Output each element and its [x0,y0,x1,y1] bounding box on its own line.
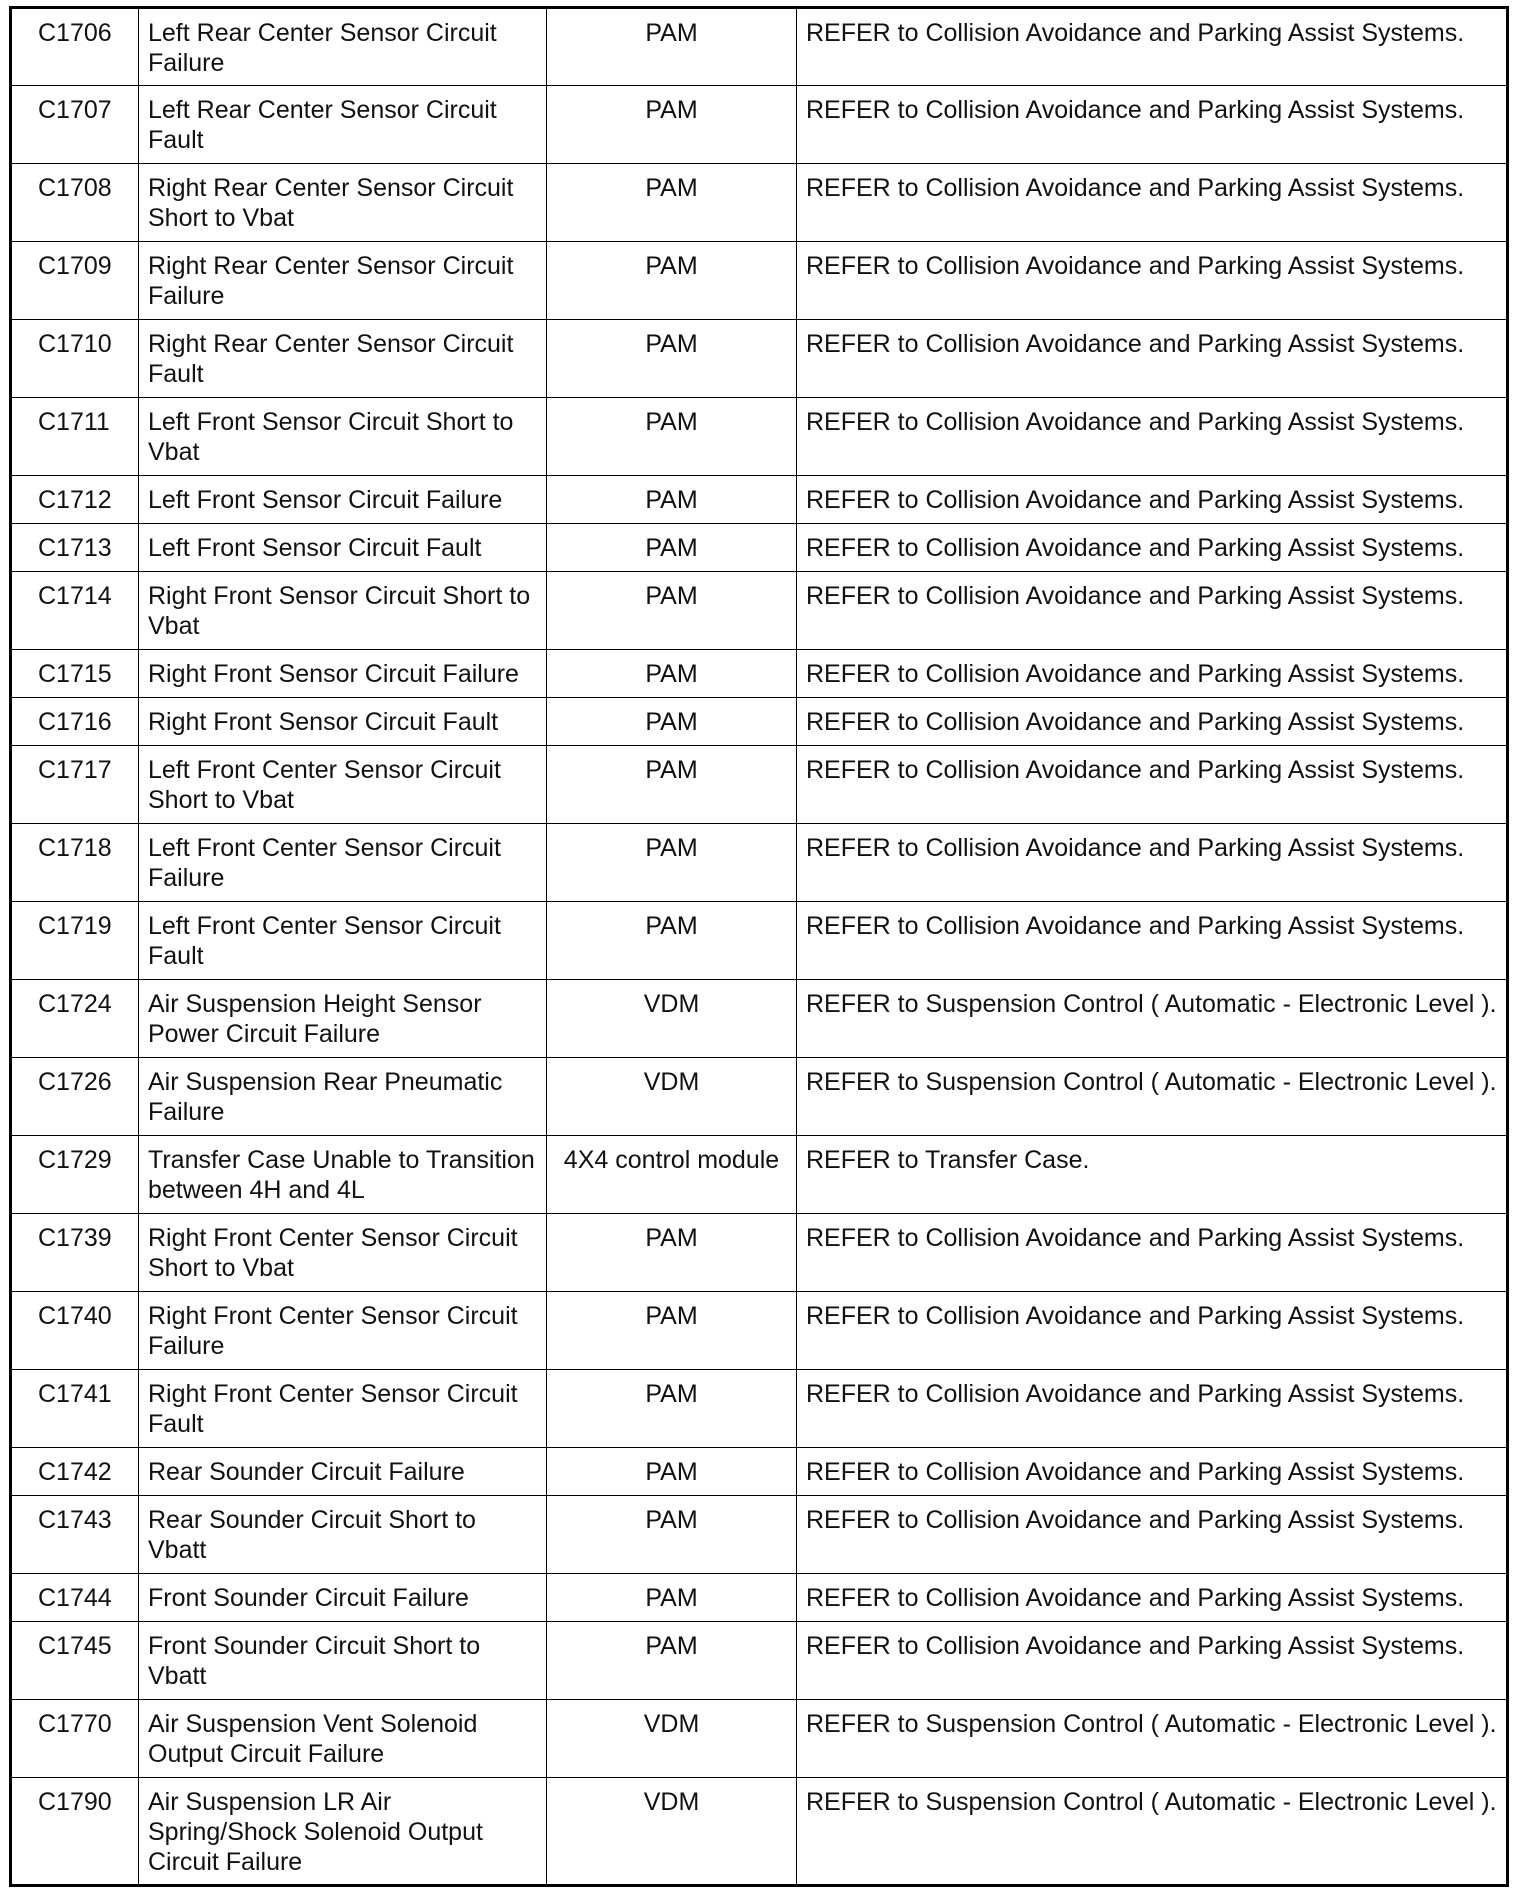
dtc-module-cell: PAM [547,1622,797,1700]
dtc-module-cell: PAM [547,86,797,164]
dtc-code-cell: C1741 [11,1370,139,1448]
dtc-description-cell: Right Front Center Sensor Circuit Short to Vbat [139,1214,547,1292]
dtc-description-cell: Left Front Center Sensor Circuit Failure [139,824,547,902]
dtc-description-cell: Left Front Sensor Circuit Failure [139,476,547,524]
dtc-code-cell: C1744 [11,1574,139,1622]
dtc-code-cell: C1729 [11,1136,139,1214]
dtc-code-cell: C1742 [11,1448,139,1496]
table-row [11,1778,1508,1886]
dtc-action-cell: REFER to Collision Avoidance and Parking Assist Systems. [797,650,1508,698]
dtc-action-cell: REFER to Collision Avoidance and Parking Assist Systems. [797,8,1508,86]
dtc-code-cell: C1713 [11,524,139,572]
dtc-action-cell: REFER to Suspension Control ( Automatic - Electronic Level ). [797,980,1508,1058]
dtc-module-cell: PAM [547,8,797,86]
dtc-description-cell: Left Rear Center Sensor Circuit Failure [139,8,547,86]
dtc-module-cell: PAM [547,902,797,980]
dtc-code-cell: C1740 [11,1292,139,1370]
table-row [11,1700,1508,1778]
dtc-module-cell: PAM [547,524,797,572]
dtc-code-cell: C1711 [11,398,139,476]
table-row [11,86,1508,164]
dtc-code-cell: C1712 [11,476,139,524]
dtc-module-cell: VDM [547,980,797,1058]
dtc-module-cell: VDM [547,1058,797,1136]
dtc-module-cell: PAM [547,1370,797,1448]
dtc-action-cell: REFER to Collision Avoidance and Parking Assist Systems. [797,1574,1508,1622]
table-row [11,164,1508,242]
dtc-code-cell: C1726 [11,1058,139,1136]
dtc-description-cell: Air Suspension LR Air Spring/Shock Solenoid Output Circuit Failure [139,1778,547,1886]
table-row [11,1574,1508,1622]
dtc-action-cell: REFER to Collision Avoidance and Parking Assist Systems. [797,1214,1508,1292]
dtc-code-cell: C1718 [11,824,139,902]
dtc-code-cell: C1708 [11,164,139,242]
table-row [11,1292,1508,1370]
dtc-description-cell: Right Front Center Sensor Circuit Fault [139,1370,547,1448]
dtc-description-cell: Front Sounder Circuit Failure [139,1574,547,1622]
dtc-module-cell: PAM [547,650,797,698]
dtc-action-cell: REFER to Collision Avoidance and Parking Assist Systems. [797,1448,1508,1496]
dtc-action-cell: REFER to Collision Avoidance and Parking Assist Systems. [797,524,1508,572]
dtc-code-cell: C1714 [11,572,139,650]
dtc-code-cell: C1790 [11,1778,139,1886]
dtc-description-cell: Right Rear Center Sensor Circuit Short to Vbat [139,164,547,242]
dtc-module-cell: PAM [547,242,797,320]
table-row [11,8,1508,86]
dtc-action-cell: REFER to Collision Avoidance and Parking Assist Systems. [797,320,1508,398]
table-row [11,398,1508,476]
dtc-code-cell: C1724 [11,980,139,1058]
dtc-module-cell: PAM [547,824,797,902]
table-row [11,824,1508,902]
dtc-table-body [11,8,1508,1886]
table-row [11,902,1508,980]
dtc-table [9,6,1509,1887]
dtc-action-cell: REFER to Collision Avoidance and Parking Assist Systems. [797,824,1508,902]
dtc-description-cell: Left Front Center Sensor Circuit Fault [139,902,547,980]
dtc-action-cell: REFER to Collision Avoidance and Parking Assist Systems. [797,398,1508,476]
dtc-description-cell: Front Sounder Circuit Short to Vbatt [139,1622,547,1700]
dtc-description-cell: Rear Sounder Circuit Short to Vbatt [139,1496,547,1574]
dtc-description-cell: Left Rear Center Sensor Circuit Fault [139,86,547,164]
dtc-description-cell: Right Front Sensor Circuit Short to Vbat [139,572,547,650]
dtc-module-cell: PAM [547,1448,797,1496]
dtc-module-cell: PAM [547,1574,797,1622]
dtc-code-cell: C1715 [11,650,139,698]
dtc-module-cell: PAM [547,746,797,824]
dtc-description-cell: Air Suspension Height Sensor Power Circuit Failure [139,980,547,1058]
dtc-action-cell: REFER to Collision Avoidance and Parking Assist Systems. [797,476,1508,524]
dtc-module-cell: PAM [547,164,797,242]
table-row [11,1136,1508,1214]
dtc-module-cell: PAM [547,1496,797,1574]
dtc-action-cell: REFER to Collision Avoidance and Parking Assist Systems. [797,242,1508,320]
table-row [11,524,1508,572]
dtc-action-cell: REFER to Suspension Control ( Automatic - Electronic Level ). [797,1778,1508,1886]
table-row [11,980,1508,1058]
dtc-module-cell: VDM [547,1700,797,1778]
dtc-action-cell: REFER to Collision Avoidance and Parking Assist Systems. [797,1496,1508,1574]
dtc-module-cell: 4X4 control module [547,1136,797,1214]
dtc-description-cell: Right Rear Center Sensor Circuit Fault [139,320,547,398]
table-row [11,572,1508,650]
dtc-action-cell: REFER to Collision Avoidance and Parking Assist Systems. [797,1370,1508,1448]
dtc-description-cell: Air Suspension Vent Solenoid Output Circuit Failure [139,1700,547,1778]
dtc-code-cell: C1739 [11,1214,139,1292]
dtc-code-cell: C1745 [11,1622,139,1700]
table-row [11,1370,1508,1448]
dtc-code-cell: C1770 [11,1700,139,1778]
table-row [11,1496,1508,1574]
dtc-module-cell: PAM [547,1292,797,1370]
dtc-action-cell: REFER to Suspension Control ( Automatic - Electronic Level ). [797,1058,1508,1136]
dtc-description-cell: Transfer Case Unable to Transition between 4H and 4L [139,1136,547,1214]
table-row [11,746,1508,824]
dtc-action-cell: REFER to Suspension Control ( Automatic - Electronic Level ). [797,1700,1508,1778]
dtc-action-cell: REFER to Collision Avoidance and Parking Assist Systems. [797,902,1508,980]
dtc-module-cell: PAM [547,398,797,476]
dtc-action-cell: REFER to Collision Avoidance and Parking Assist Systems. [797,572,1508,650]
dtc-action-cell: REFER to Collision Avoidance and Parking Assist Systems. [797,86,1508,164]
dtc-code-cell: C1706 [11,8,139,86]
dtc-module-cell: VDM [547,1778,797,1886]
table-row [11,1214,1508,1292]
dtc-module-cell: PAM [547,572,797,650]
dtc-module-cell: PAM [547,476,797,524]
dtc-code-cell: C1709 [11,242,139,320]
dtc-description-cell: Right Front Sensor Circuit Fault [139,698,547,746]
table-row [11,320,1508,398]
table-row [11,1622,1508,1700]
dtc-description-cell: Right Front Center Sensor Circuit Failure [139,1292,547,1370]
dtc-description-cell: Left Front Center Sensor Circuit Short to Vbat [139,746,547,824]
dtc-action-cell: REFER to Collision Avoidance and Parking Assist Systems. [797,698,1508,746]
dtc-code-cell: C1716 [11,698,139,746]
dtc-description-cell: Right Rear Center Sensor Circuit Failure [139,242,547,320]
dtc-code-cell: C1743 [11,1496,139,1574]
dtc-code-cell: C1717 [11,746,139,824]
dtc-action-cell: REFER to Collision Avoidance and Parking Assist Systems. [797,1292,1508,1370]
dtc-action-cell: REFER to Collision Avoidance and Parking Assist Systems. [797,746,1508,824]
dtc-code-cell: C1719 [11,902,139,980]
dtc-module-cell: PAM [547,320,797,398]
dtc-module-cell: PAM [547,698,797,746]
dtc-description-cell: Rear Sounder Circuit Failure [139,1448,547,1496]
dtc-description-cell: Left Front Sensor Circuit Short to Vbat [139,398,547,476]
dtc-code-cell: C1707 [11,86,139,164]
dtc-description-cell: Air Suspension Rear Pneumatic Failure [139,1058,547,1136]
dtc-module-cell: PAM [547,1214,797,1292]
dtc-action-cell: REFER to Collision Avoidance and Parking Assist Systems. [797,1622,1508,1700]
dtc-code-cell: C1710 [11,320,139,398]
table-row [11,476,1508,524]
dtc-action-cell: REFER to Transfer Case. [797,1136,1508,1214]
table-row [11,650,1508,698]
dtc-description-cell: Left Front Sensor Circuit Fault [139,524,547,572]
dtc-description-cell: Right Front Sensor Circuit Failure [139,650,547,698]
table-row [11,1058,1508,1136]
table-row [11,698,1508,746]
table-row [11,242,1508,320]
table-row [11,1448,1508,1496]
dtc-action-cell: REFER to Collision Avoidance and Parking Assist Systems. [797,164,1508,242]
